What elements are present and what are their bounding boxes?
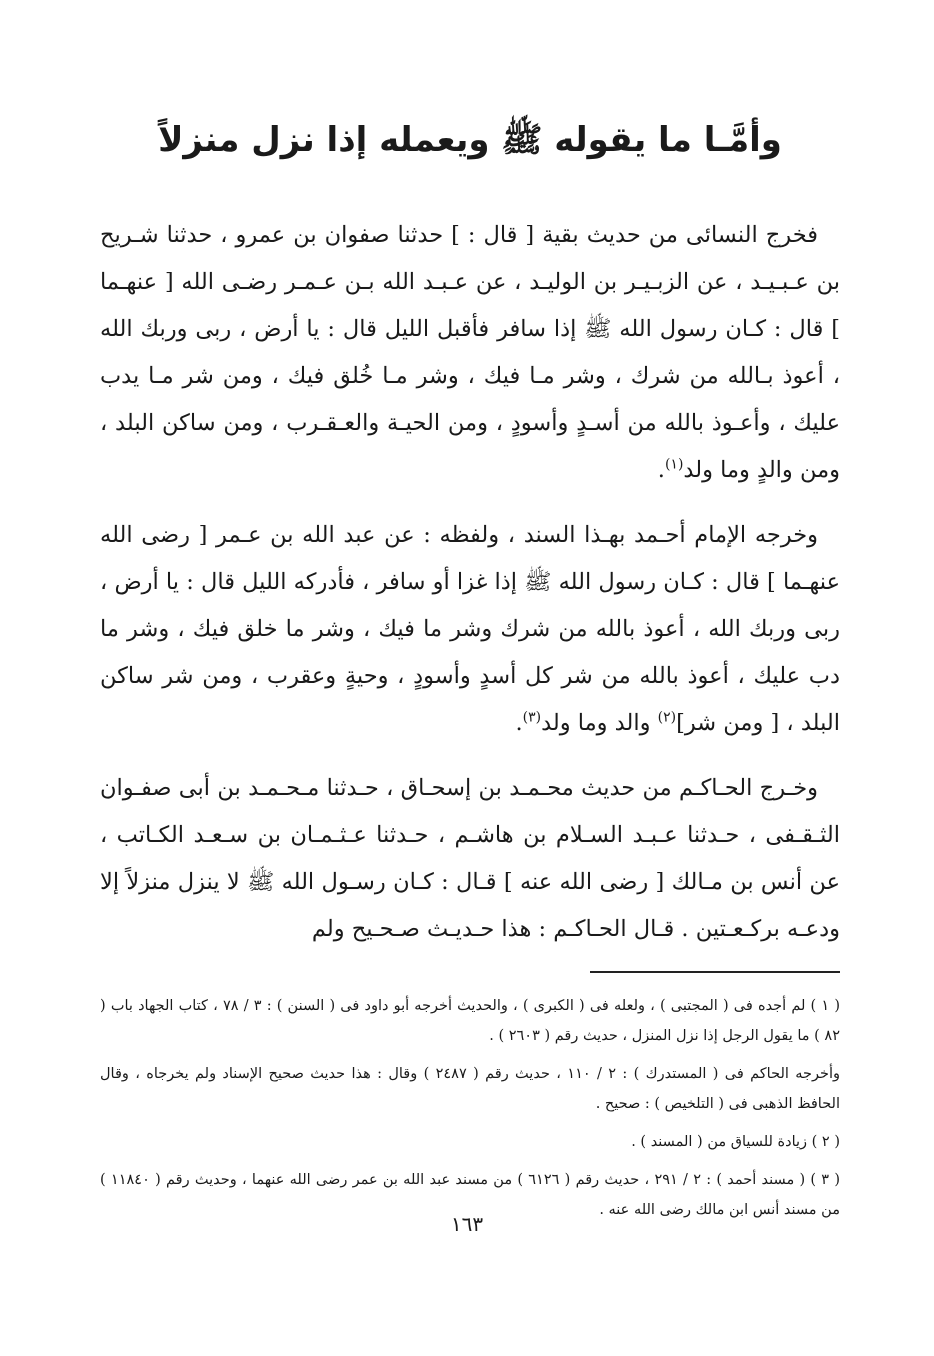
paragraph-text: وخـرج الحـاكـم من حديث محـمـد بن إسحـاق ، حـدثنا مـحـمـد بن أبى صفـوان الثـقـفى ، حـدثنا عـبـد السـلام بن هاشـم ، حـدثنا عـثـمـان بن سـعـد الكـاتب ، عن أنس بن مـالك [ رضى الله عنه ] قـال : كـان رسـول الله ﷺ لا ينزل منزلاً إلا ودعـه بركـعـتين . قـال الحـاكـم : هذا حـديـث صـحـيح ولم [100,775,840,942]
footnotes [100,991,840,1225]
section-title: وأمَّـا ما يقوله ﷺ ويعمله إذا نزل منزلاً [158,120,782,160]
paragraph [100,512,840,747]
footnote-separator [590,971,840,973]
footnote: ( ٢ ) زيادة للسياق من ( المسند ) . [631,1134,840,1150]
paragraph [100,765,840,953]
paragraph-end: . [657,457,665,483]
body-text [100,212,840,953]
paragraph-text-continued: والد وما ولد [541,710,658,736]
footnote-reference[interactable]: (١) [664,456,684,473]
footnote-reference[interactable]: (٣) [522,709,542,726]
paragraph-end: . [515,710,523,736]
document-page [100,110,840,1233]
paragraph [100,212,840,494]
footnote: ( ٣ ) ( مسند أحمد ) : ٢ / ٢٩١ ، حديث رقم ( ٦١٢٦ ) من مسند عبد الله بن عمر رضى الله عنهما ، وحديث رقم ( ١١٨٤٠ ) من مسند أنس ابن مالك رضى الله عنه . [100,1172,840,1218]
paragraph-text: فخرج النسائى من حديث بقية [ قال : ] حدثنا صفوان بن عمرو ، حدثنا شـريح بن عـبـيـد ، عن الزبـيـر بن الوليـد ، عن عـبـد الله بـن عـمـر رضـى الله [ عنهـما ] قال : كـان رسول الله ﷺ إذا سافر فأقبل الليل قال : يا أرض ، ربى وربك الله ، أعوذ بـالله من شرك ، وشر مـا فيك ، وشر مـا خُلق فيك ، ومن شر مـا يدب عليك ، وأعـوذ بالله من أسـدٍ وأسودٍ ، ومن الحيـة والعـقـرب ، ومن ساكن البلد ، ومن والدٍ وما ولد [100,222,840,483]
page-number: ١٦٣ [450,1212,484,1236]
footnote-reference[interactable]: (٢) [657,709,677,726]
footnote: ( ١ ) لم أجده فى ( المجتبى ) ، ولعله فى ( الكبرى ) ، والحديث أخرجه أبو داود فى ( السنن ) : ٣ / ٧٨ ، كتاب الجهاد باب ( ٨٢ ) ما يقول الرجل إذا نزل المنزل ، حديث رقم ( ٢٦٠٣ ) . [100,998,840,1044]
footnote: وأخرجه الحاكم فى ( المستدرك ) : ٢ / ١١٠ ، حديث رقم ( ٢٤٨٧ ) وقال : هذا حديث صحيح الإسناد ولم يخرجاه ، وقال الحافظ الذهبى فى ( التلخيص ) : صحيح . [100,1066,840,1112]
paragraph-text: وخرجه الإمام أحـمد بهـذا السند ، ولفظه : عن عبد الله بن عـمر [ رضى الله عنهـما ] قال : كـان رسول الله ﷺ إذا غزا أو سافر ، فأدركه الليل قال : يا أرض ، ربى وربك الله ، أعوذ بالله من شرك وشر ما فيك ، وشر ما خلق فيك ، وشر ما دب عليك ، أعوذ بالله من شر كل أسدٍ وأسودٍ ، وحيةٍ وعقرب ، ومن شر ساكن البلد ، [ ومن شر] [100,522,840,736]
